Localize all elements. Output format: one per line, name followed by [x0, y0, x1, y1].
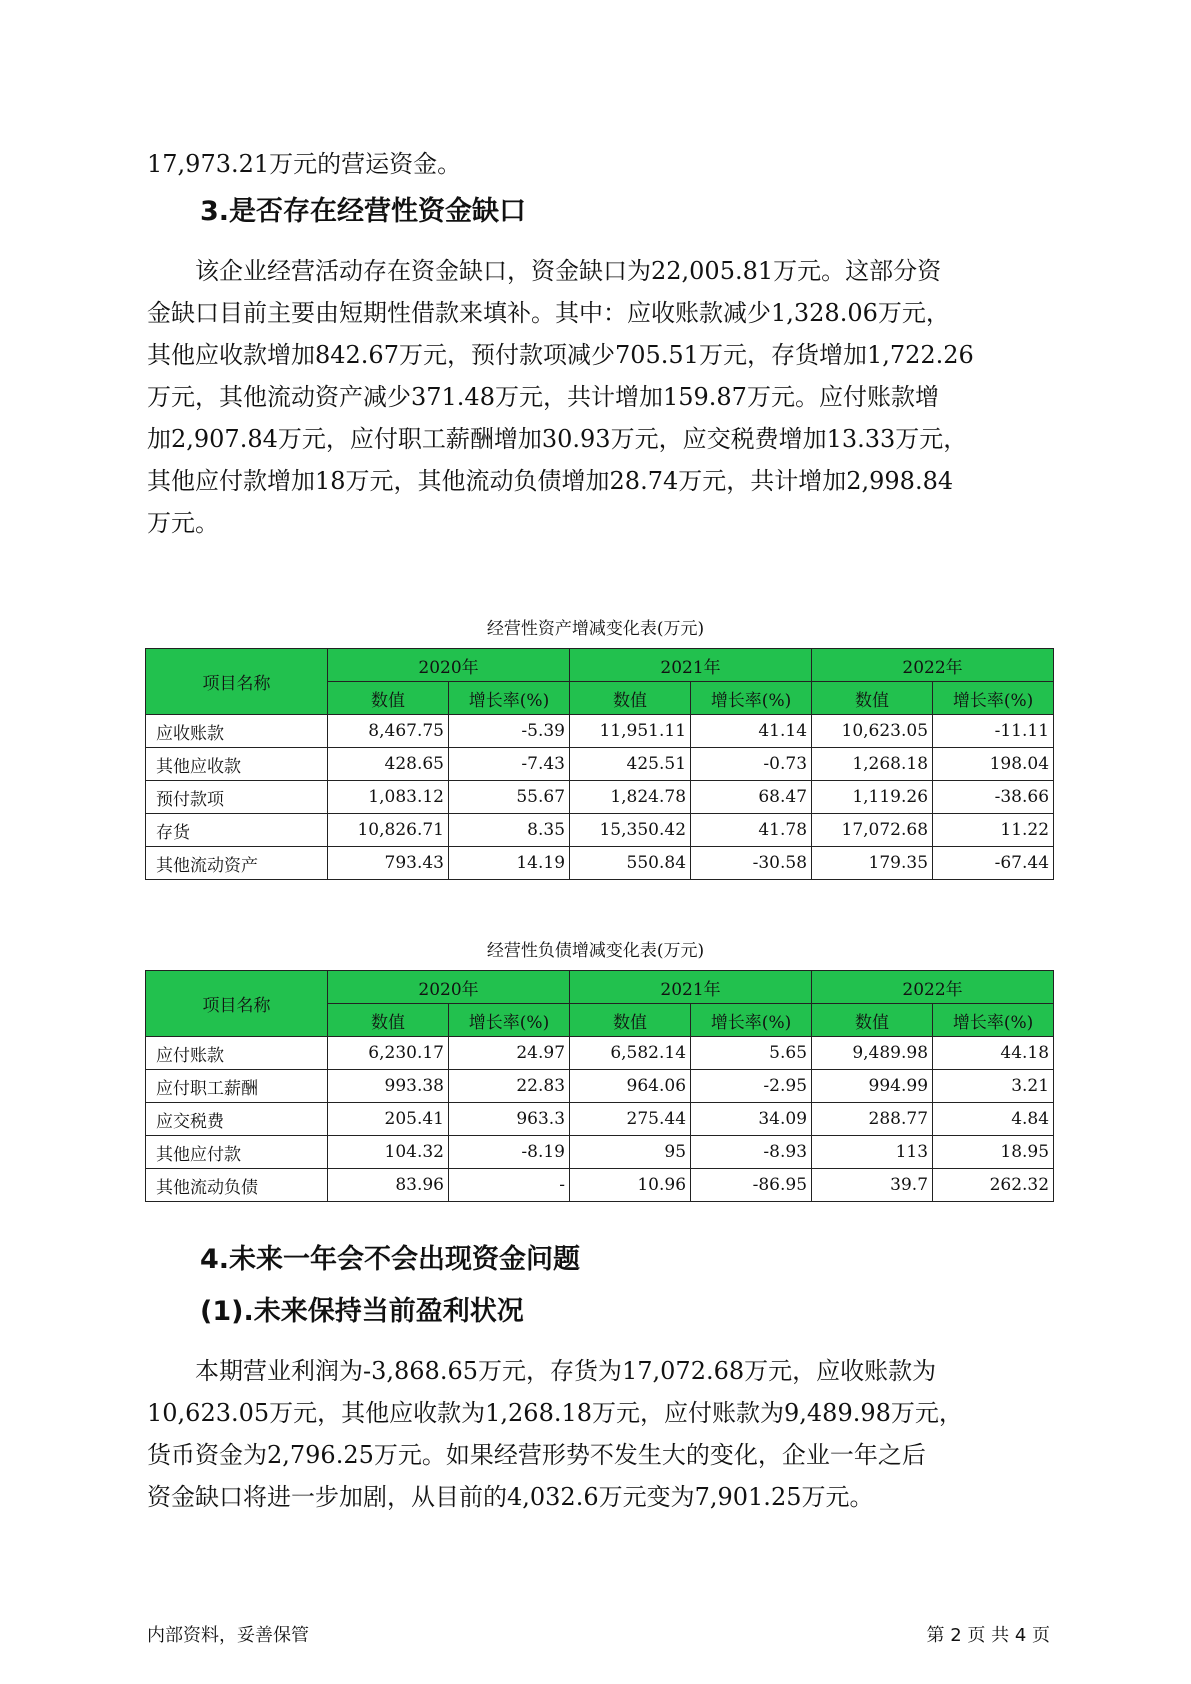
row-label: 其他流动负债: [146, 1169, 328, 1202]
value-cell: 95: [570, 1136, 691, 1169]
growth-cell: 55.67: [449, 781, 570, 814]
footer-confidential: 内部资料，妥善保管: [147, 1625, 309, 1646]
growth-cell: -8.93: [691, 1136, 812, 1169]
growth-cell: 68.47: [691, 781, 812, 814]
paragraph-line: 其他应付款增加18万元，其他流动负债增加28.74万元，共计增加2,998.84: [147, 467, 954, 495]
growth-cell: 14.19: [449, 847, 570, 880]
value-cell: 9,489.98: [812, 1037, 933, 1070]
value-cell: 17,072.68: [812, 814, 933, 847]
paragraph-line: 万元，其他流动资产减少371.48万元，共计增加159.87万元。应付账款增: [147, 383, 939, 411]
growth-header: 增长率(%): [449, 1004, 570, 1037]
value-cell: 1,119.26: [812, 781, 933, 814]
paragraph-line: 资金缺口将进一步加剧，从目前的4,032.6万元变为7,901.25万元。: [147, 1483, 874, 1511]
row-label: 应付账款: [146, 1037, 328, 1070]
value-cell: 993.38: [328, 1070, 449, 1103]
table-row: [146, 1070, 1054, 1103]
year-header: 2022年: [812, 649, 1054, 682]
value-cell: 275.44: [570, 1103, 691, 1136]
growth-cell: 24.97: [449, 1037, 570, 1070]
year-header: 2021年: [570, 971, 812, 1004]
assets-table: [145, 648, 1054, 880]
growth-cell: 3.21: [933, 1070, 1054, 1103]
table-row: [146, 1169, 1054, 1202]
growth-cell: 8.35: [449, 814, 570, 847]
growth-cell: 198.04: [933, 748, 1054, 781]
growth-cell: -11.11: [933, 715, 1054, 748]
table-row: [146, 715, 1054, 748]
table-row: [146, 748, 1054, 781]
growth-cell: -86.95: [691, 1169, 812, 1202]
value-cell: 15,350.42: [570, 814, 691, 847]
row-label: 应交税费: [146, 1103, 328, 1136]
growth-header: 增长率(%): [933, 1004, 1054, 1037]
growth-cell: -30.58: [691, 847, 812, 880]
table-row: [146, 1037, 1054, 1070]
table-row: [146, 814, 1054, 847]
year-header: 2020年: [328, 649, 570, 682]
growth-cell: -7.43: [449, 748, 570, 781]
growth-cell: -5.39: [449, 715, 570, 748]
row-label: 其他应付款: [146, 1136, 328, 1169]
section-4-heading: 4.未来一年会不会出现资金问题: [200, 1244, 581, 1275]
growth-header: 增长率(%): [691, 1004, 812, 1037]
value-cell: 10,623.05: [812, 715, 933, 748]
section-3-paragraph: [147, 250, 1051, 544]
value-cell: 179.35: [812, 847, 933, 880]
paragraph-line: 该企业经营活动存在资金缺口，资金缺口为22,005.81万元。这部分资: [195, 257, 942, 285]
value-cell: 83.96: [328, 1169, 449, 1202]
value-cell: 964.06: [570, 1070, 691, 1103]
growth-cell: 44.18: [933, 1037, 1054, 1070]
growth-cell: 262.32: [933, 1169, 1054, 1202]
value-cell: 288.77: [812, 1103, 933, 1136]
table-row: [146, 1136, 1054, 1169]
value-cell: 10,826.71: [328, 814, 449, 847]
row-label: 预付款项: [146, 781, 328, 814]
value-cell: 205.41: [328, 1103, 449, 1136]
row-label: 存货: [146, 814, 328, 847]
paragraph-line: 万元。: [147, 509, 219, 537]
value-header: 数值: [812, 682, 933, 715]
growth-cell: 963.3: [449, 1103, 570, 1136]
section-4-paragraph: [147, 1350, 1051, 1518]
intro-paragraph: [147, 143, 1051, 185]
value-cell: 1,824.78: [570, 781, 691, 814]
growth-cell: 22.83: [449, 1070, 570, 1103]
paragraph-line: 加2,907.84万元，应付职工薪酬增加30.93万元，应交税费增加13.33万元，: [147, 425, 968, 453]
row-label: 其他应收款: [146, 748, 328, 781]
value-header: 数值: [570, 682, 691, 715]
growth-header: 增长率(%): [691, 682, 812, 715]
table-row: [146, 847, 1054, 880]
growth-header: 增长率(%): [933, 682, 1054, 715]
section-3-heading: 3.是否存在经营性资金缺口: [200, 196, 527, 227]
paragraph-line: 其他应收款增加842.67万元，预付款项减少705.51万元，存货增加1,722.26: [147, 341, 974, 369]
paragraph-line: 金缺口目前主要由短期性借款来填补。其中：应收账款减少1,328.06万元，: [147, 299, 950, 327]
value-cell: 8,467.75: [328, 715, 449, 748]
year-header: 2020年: [328, 971, 570, 1004]
value-cell: 104.32: [328, 1136, 449, 1169]
table-row: [146, 781, 1054, 814]
paragraph-line: 货币资金为2,796.25万元。如果经营形势不发生大的变化，企业一年之后: [147, 1441, 926, 1469]
growth-cell: -2.95: [691, 1070, 812, 1103]
table-row: [146, 1103, 1054, 1136]
value-cell: 425.51: [570, 748, 691, 781]
growth-cell: 41.78: [691, 814, 812, 847]
assets-table-caption: 经营性资产增减变化表(万元): [486, 619, 705, 639]
growth-cell: 34.09: [691, 1103, 812, 1136]
value-cell: 6,582.14: [570, 1037, 691, 1070]
growth-header: 增长率(%): [449, 682, 570, 715]
row-label: 其他流动资产: [146, 847, 328, 880]
growth-cell: 5.65: [691, 1037, 812, 1070]
footer-page-number: 第 2 页 共 4 页: [926, 1625, 1050, 1646]
value-cell: 39.7: [812, 1169, 933, 1202]
paragraph-line: 10,623.05万元，其他应收款为1,268.18万元，应付账款为9,489.98万元，: [147, 1399, 963, 1427]
paragraph-line: 本期营业利润为-3,868.65万元，存货为17,072.68万元，应收账款为: [195, 1357, 937, 1385]
value-cell: 1,268.18: [812, 748, 933, 781]
year-header: 2021年: [570, 649, 812, 682]
value-cell: 428.65: [328, 748, 449, 781]
value-cell: 1,083.12: [328, 781, 449, 814]
value-header: 数值: [328, 682, 449, 715]
value-header: 数值: [812, 1004, 933, 1037]
growth-cell: -8.19: [449, 1136, 570, 1169]
growth-cell: -: [449, 1169, 570, 1202]
value-cell: 11,951.11: [570, 715, 691, 748]
item-name-header: 项目名称: [146, 649, 328, 715]
value-header: 数值: [328, 1004, 449, 1037]
value-cell: 6,230.17: [328, 1037, 449, 1070]
value-cell: 550.84: [570, 847, 691, 880]
value-cell: 994.99: [812, 1070, 933, 1103]
growth-cell: 41.14: [691, 715, 812, 748]
item-name-header: 项目名称: [146, 971, 328, 1037]
value-cell: 10.96: [570, 1169, 691, 1202]
liabilities-table: [145, 970, 1054, 1202]
value-cell: 113: [812, 1136, 933, 1169]
liabilities-table-caption: 经营性负债增减变化表(万元): [486, 941, 705, 961]
growth-cell: 11.22: [933, 814, 1054, 847]
growth-cell: 18.95: [933, 1136, 1054, 1169]
value-cell: 793.43: [328, 847, 449, 880]
growth-cell: -38.66: [933, 781, 1054, 814]
section-4-subheading: (1).未来保持当前盈利状况: [200, 1296, 524, 1327]
row-label: 应收账款: [146, 715, 328, 748]
growth-cell: -0.73: [691, 748, 812, 781]
value-header: 数值: [570, 1004, 691, 1037]
year-header: 2022年: [812, 971, 1054, 1004]
growth-cell: -67.44: [933, 847, 1054, 880]
growth-cell: 4.84: [933, 1103, 1054, 1136]
row-label: 应付职工薪酬: [146, 1070, 328, 1103]
intro-line: 17,973.21万元的营运资金。: [147, 150, 462, 178]
